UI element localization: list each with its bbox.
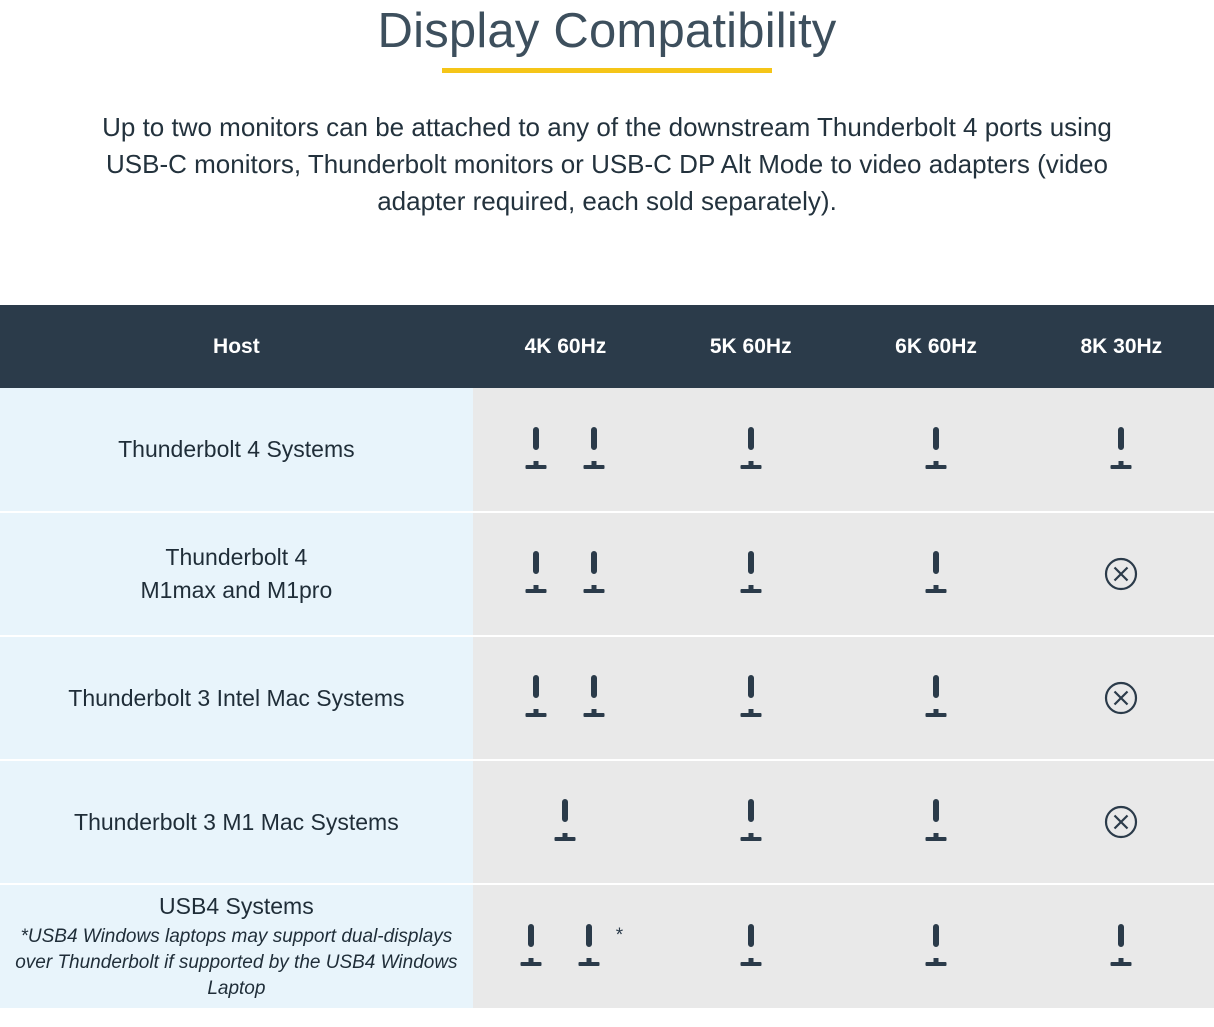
host-cell xyxy=(0,884,473,1008)
monitor-icon xyxy=(913,430,959,470)
page-title: Display Compatibility xyxy=(377,4,837,58)
support-cell-5k60 xyxy=(658,388,843,512)
monitor-icon xyxy=(571,430,617,470)
support-cell-8k30 xyxy=(1029,636,1214,760)
host-cell xyxy=(0,636,473,760)
monitor-icon xyxy=(1098,430,1144,470)
monitor-icon xyxy=(513,430,559,470)
host-label: Thunderbolt 3 Intel Mac Systems xyxy=(68,684,405,711)
monitor-icon xyxy=(728,802,774,842)
monitor-icon xyxy=(1098,927,1144,967)
support-cell-5k60 xyxy=(658,636,843,760)
support-cell-6k60 xyxy=(843,760,1028,884)
monitor-icon xyxy=(728,554,774,594)
support-cell-5k60 xyxy=(658,884,843,1008)
column-header-host: Host xyxy=(213,334,260,358)
column-header-5k60: 5K 60Hz xyxy=(709,334,792,358)
monitor-icon xyxy=(728,430,774,470)
column-header-6k60: 6K 60Hz xyxy=(895,334,977,358)
not-supported-icon xyxy=(1104,681,1138,715)
table-row xyxy=(0,636,1214,760)
column-header-4k60: 4K 60Hz xyxy=(524,334,607,358)
monitor-icon xyxy=(571,554,617,594)
support-cell-5k60 xyxy=(658,760,843,884)
host-cell xyxy=(0,512,473,636)
support-cell-5k60 xyxy=(658,512,843,636)
support-cell-4k60 xyxy=(473,884,658,1008)
support-cell-6k60 xyxy=(843,512,1028,636)
support-cell-6k60 xyxy=(843,388,1028,512)
support-cell-8k30 xyxy=(1029,884,1214,1008)
intro-paragraph: Up to two monitors can be attached to any of the downstream Thunderbolt 4 ports using USB-C monitors, Thunderbolt monitors or USB-C DP Alt Mode to video adapters (video adapter required, each sold separately). xyxy=(102,112,1112,216)
compatibility-table xyxy=(0,305,1214,1008)
table-body xyxy=(0,388,1214,1008)
monitor-icon xyxy=(913,554,959,594)
monitor-icon xyxy=(571,678,617,718)
monitor-icon xyxy=(542,802,588,842)
monitor-icon xyxy=(513,678,559,718)
host-label: USB4 Systems xyxy=(159,893,314,919)
support-cell-4k60 xyxy=(473,760,658,884)
not-supported-icon xyxy=(1104,805,1138,839)
monitor-icon xyxy=(913,927,959,967)
monitor-icon xyxy=(513,554,559,594)
host-cell xyxy=(0,388,473,512)
table-row xyxy=(0,884,1214,1008)
host-sublabel: M1max and M1pro xyxy=(140,577,333,603)
monitor-icon xyxy=(566,927,612,967)
support-cell-8k30 xyxy=(1029,512,1214,636)
monitor-icon xyxy=(913,802,959,842)
table-header-row xyxy=(0,305,1214,388)
title-underline xyxy=(442,68,772,73)
host-label: Thunderbolt 4 xyxy=(165,544,308,570)
support-cell-4k60 xyxy=(473,512,658,636)
host-label: Thunderbolt 4 Systems xyxy=(118,436,355,462)
support-cell-6k60 xyxy=(843,636,1028,760)
support-cell-6k60 xyxy=(843,884,1028,1008)
support-cell-8k30 xyxy=(1029,388,1214,512)
support-cell-4k60 xyxy=(473,388,658,512)
host-footnote: *USB4 Windows laptops may support dual-displays over Thunderbolt if supported by the USB4 Windows Laptop xyxy=(15,926,458,999)
support-cell-8k30 xyxy=(1029,760,1214,884)
monitor-icon xyxy=(728,678,774,718)
footnote-asterisk: * xyxy=(615,924,624,946)
support-cell-4k60 xyxy=(473,636,658,760)
table-row xyxy=(0,388,1214,512)
monitor-icon xyxy=(508,927,554,967)
table-row xyxy=(0,512,1214,636)
monitor-icon xyxy=(728,927,774,967)
host-label: Thunderbolt 3 M1 Mac Systems xyxy=(74,808,399,835)
host-cell xyxy=(0,760,473,884)
not-supported-icon xyxy=(1104,557,1138,591)
monitor-icon xyxy=(913,678,959,718)
column-header-8k30: 8K 30Hz xyxy=(1080,334,1163,358)
table-row xyxy=(0,760,1214,884)
